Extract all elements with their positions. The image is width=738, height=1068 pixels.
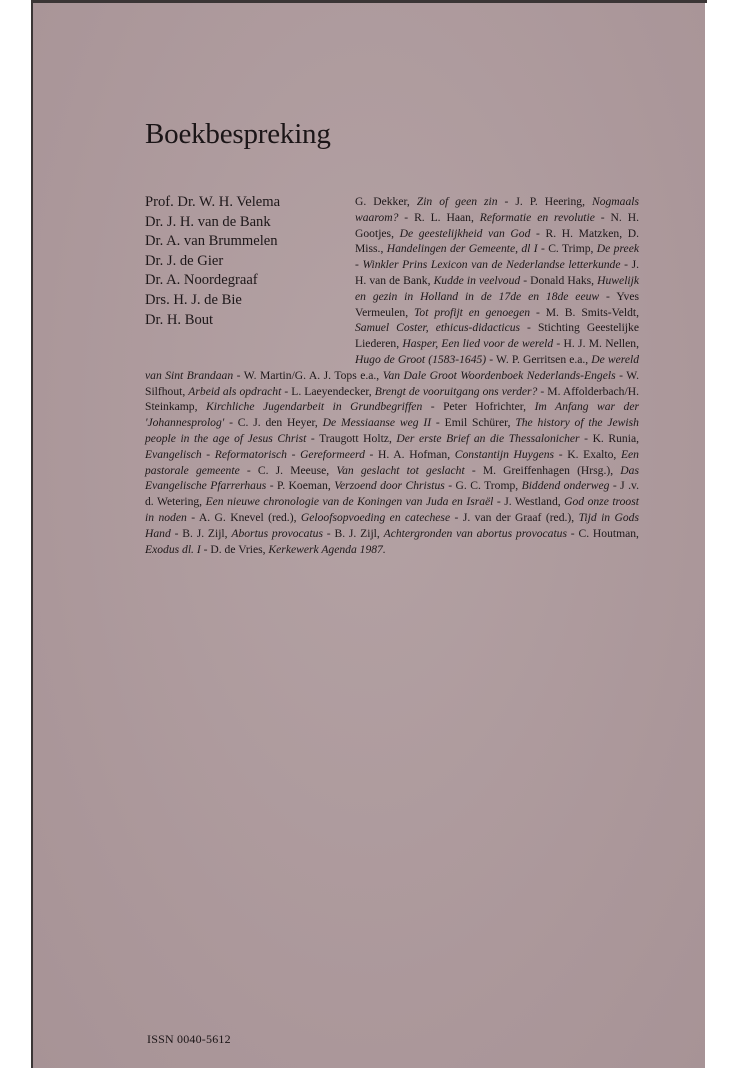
review-book-title: Een pastorale gemeente — [145, 447, 639, 477]
review-author: Peter Hofrichter, — [443, 400, 527, 414]
review-book-title: De Messiaanse weg II — [322, 416, 432, 430]
review-book-title: Huwelijk en gezin in Holland in de 17de en 18de eeuw — [355, 273, 639, 303]
review-author: D. de Vries, — [210, 542, 266, 556]
review-author: W. P. Gerritsen e.a., — [495, 352, 589, 366]
review-separator: - — [537, 384, 548, 398]
review-author: J. P. Heering, — [515, 195, 585, 208]
review-author: C. J. den Heyer, — [237, 416, 318, 430]
review-separator: - — [486, 352, 496, 366]
review-book-title: Kerkewerk Agenda 1987. — [268, 542, 386, 556]
review-separator: - — [398, 210, 415, 224]
review-book-title: Im Anfang war der 'Johannesprolog' — [145, 400, 639, 430]
review-book-title: Tot profijt en genoegen — [414, 305, 531, 319]
review-author: K. Exalto, — [567, 447, 617, 461]
review-separator: - — [444, 479, 456, 493]
review-book-title: Das Evangelische Pfarrerhaus — [145, 463, 639, 493]
author-column-spacer — [145, 194, 355, 360]
review-separator: - — [170, 526, 183, 540]
review-separator: - — [615, 368, 627, 382]
review-author: M. Greiffenhagen (Hrsg.), — [482, 463, 614, 477]
review-author: N. H. Gootjes, — [355, 210, 639, 240]
review-book-title: Verzoend door Christus — [334, 479, 445, 493]
review-separator: - — [520, 273, 531, 287]
review-separator: - — [594, 210, 611, 224]
review-author: H. J. M. Nellen, — [563, 337, 639, 351]
review-separator: - — [450, 510, 463, 524]
review-separator: - — [355, 258, 363, 272]
review-separator: - — [239, 463, 258, 477]
review-separator: - — [537, 242, 549, 256]
review-author: W. Silfhout, — [145, 368, 639, 398]
review-book-title: Van geslacht tot geslacht — [336, 463, 465, 477]
review-separator: - — [609, 479, 621, 493]
review-book-title: Handelingen der Gemeente, dl I — [386, 242, 538, 256]
review-author: B. J. Zijl, — [182, 526, 228, 540]
review-author: Stichting Geestelijke Liederen, — [355, 321, 639, 351]
review-book-title: Achtergronden van abortus provocatus — [383, 526, 567, 540]
review-separator: - — [233, 368, 244, 382]
review-book-title: Kudde in veelvoud — [433, 273, 521, 287]
review-book-title: Arbeid als opdracht — [188, 384, 282, 398]
page-title: Boekbespreking — [145, 118, 331, 150]
review-author: J. van der Graaf (red.), — [462, 510, 575, 524]
author-name: Dr. J. de Gier — [145, 252, 224, 269]
review-book-title: Van Dale Groot Woordenboek Nederlands-Engels — [382, 368, 616, 382]
author-name: Dr. H. Bout — [145, 311, 214, 328]
review-book-title: Der erste Brief an die Thessalonicher — [396, 431, 580, 445]
review-separator: - — [422, 400, 444, 414]
review-book-title: De wereld van Sint Brandaan — [145, 352, 639, 382]
review-book-title: Winkler Prins Lexicon van de Nederlandse letterkunde — [362, 258, 621, 272]
review-author: M. Affolderbach/H. Steinkamp, — [145, 384, 639, 414]
review-separator: - — [566, 526, 579, 540]
author-name: Drs. H. J. de Bie — [145, 291, 242, 308]
review-book-title: Zin of geen zin — [416, 195, 498, 208]
review-book-title: Tijd in Gods Hand — [145, 510, 639, 540]
review-separator: - — [281, 384, 292, 398]
review-separator: - — [224, 416, 238, 430]
author-name: Prof. Dr. W. H. Velema — [145, 194, 281, 210]
review-author: J .v. d. Wetering, — [145, 479, 639, 509]
review-separator: - — [186, 510, 199, 524]
review-separator: - — [497, 195, 516, 208]
review-separator: - — [306, 431, 320, 445]
review-book-title: Exodus dl. I — [145, 542, 201, 556]
review-book-title: The history of the Jewish people in the age of Jesus Christ — [145, 416, 639, 445]
review-separator: - — [520, 321, 538, 335]
review-author: B. J. Zijl, — [334, 526, 380, 540]
review-author: C. Houtman, — [578, 526, 639, 540]
review-author: A. G. Knevel (red.), — [198, 510, 297, 524]
author-name: Dr. J. H. van de Bank — [145, 213, 271, 230]
review-author: G. C. Tromp, — [455, 479, 519, 493]
review-book-title: Constantijn Huygens — [454, 447, 555, 461]
review-book-title: Kirchliche Jugendarbeit in Grundbegriffen — [205, 400, 423, 414]
review-author: H. A. Hofman, — [378, 447, 451, 461]
review-separator: - — [553, 337, 564, 351]
review-author: R. L. Haan, — [414, 210, 474, 224]
review-book-title: Hasper, Een lied voor de wereld — [402, 337, 554, 351]
review-separator: - — [200, 542, 211, 556]
review-book-title: Samuel Coster, ethicus-didacticus — [355, 321, 521, 335]
review-separator: - — [599, 289, 617, 303]
review-book-title: Geloofsopvoeding en catechese — [300, 510, 451, 524]
issn-number: ISSN 0040-5612 — [147, 1032, 231, 1046]
review-book-title: Een nieuwe chronologie van de Koningen van Juda en Israël — [205, 495, 494, 509]
review-author: Traugott Holtz, — [319, 431, 392, 445]
review-separator: - — [530, 305, 546, 319]
review-author: W. Martin/G. A. J. Tops e.a., — [243, 368, 380, 382]
review-author: Donald Haks, — [530, 273, 595, 287]
review-author: Yves Vermeulen, — [355, 289, 639, 319]
review-separator: - — [431, 416, 445, 430]
review-separator: - — [493, 495, 505, 509]
review-book-title: Biddend onderweg — [521, 479, 610, 493]
review-book-title: Nogmaals waarom? — [355, 195, 639, 224]
author-name: Dr. A. Noordegraaf — [145, 272, 258, 289]
review-author: C. J. Meeuse, — [257, 463, 330, 477]
review-author: J. H. van de Bank, — [355, 258, 639, 287]
review-book-title: God onze troost in noden — [145, 495, 639, 524]
review-book-title: Hugo de Groot (1583-1645) — [355, 352, 487, 366]
review-author: C. Trimp, — [548, 242, 594, 256]
review-author: L. Laeyendecker, — [291, 384, 372, 398]
review-book-title: De preek — [596, 242, 639, 256]
review-author: R. H. Matzken, D. Miss., — [355, 226, 639, 256]
review-separator: - — [554, 447, 568, 461]
review-book-title: Reformatie en revolutie — [479, 210, 595, 224]
back-cover — [33, 3, 705, 1068]
review-separator: - — [464, 463, 483, 477]
review-separator: - — [530, 226, 546, 240]
review-book-title: Brengt de vooruitgang ons verder? — [374, 384, 538, 398]
review-author: P. Koeman, — [277, 479, 331, 493]
review-book-title: Abortus provocatus — [231, 526, 323, 540]
review-author: J. Westland, — [504, 495, 561, 509]
review-author: G. Dekker, — [355, 195, 410, 208]
review-book-title: Evangelisch - Reformatorisch - Gereformeerd — [145, 447, 365, 461]
review-separator: - — [364, 447, 379, 461]
review-author: K. Runia, — [592, 431, 639, 445]
review-list — [145, 194, 639, 557]
review-book-title: De geestelijkheid van God — [399, 226, 531, 240]
review-author: M. B. Smits-Veldt, — [545, 305, 639, 319]
author-name: Dr. A. van Brummelen — [145, 233, 278, 250]
review-separator: - — [579, 431, 593, 445]
review-separator: - — [266, 479, 278, 493]
review-separator: - — [620, 258, 632, 272]
review-separator: - — [323, 526, 335, 540]
review-author: Emil Schürer, — [444, 416, 511, 430]
